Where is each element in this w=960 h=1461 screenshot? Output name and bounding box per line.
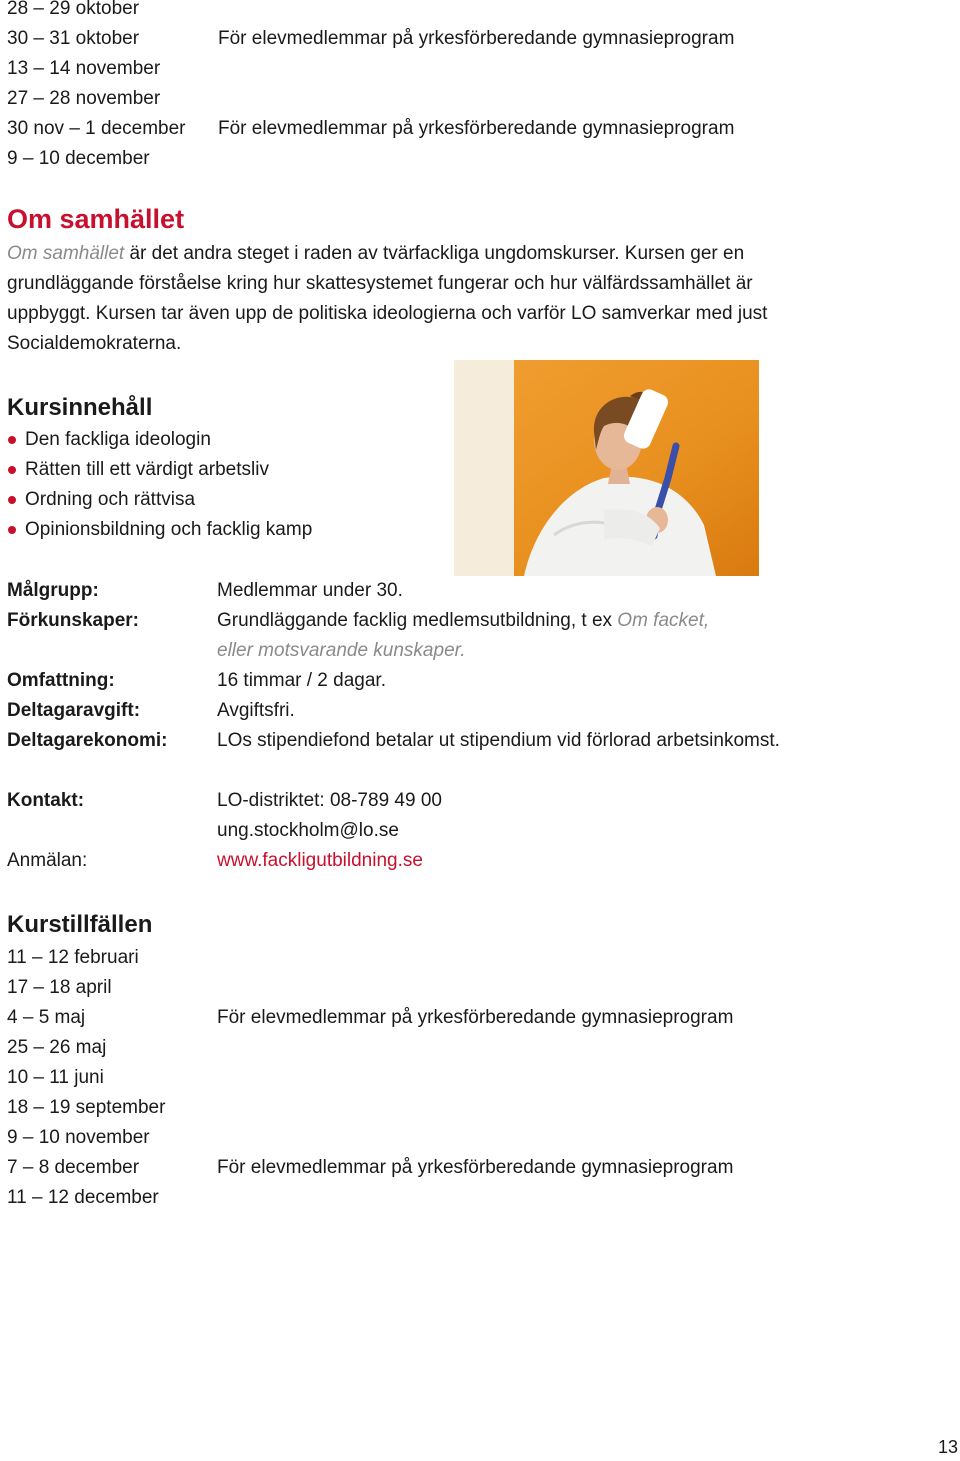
info-row-kontakt	[7, 786, 442, 816]
list-item: Den fackliga ideologin	[7, 425, 312, 455]
session-date: 27 – 28 november	[7, 88, 161, 109]
kontakt-phone: LO-distriktet: 08-789 49 00	[217, 790, 442, 811]
kontakt-label: Kontakt:	[7, 790, 85, 811]
session-date: 28 – 29 oktober	[7, 0, 140, 19]
session-date: 11 – 12 februari	[7, 947, 139, 968]
course-intro-text: är det andra steget i raden av tvärfackliga ungdomskurser. Kursen ger en grundläggande förståelse kring hur skattesystemet fungerar och hur välfärdssamhället är uppbyggt. Kursen tar även upp de politiska ideologierna och varför LO samverkar med just Socialdemokraterna.	[7, 243, 768, 354]
session-date: 11 – 12 december	[7, 1187, 159, 1208]
session-date: 25 – 26 maj	[7, 1037, 107, 1058]
session-row	[7, 1093, 165, 1123]
kontakt-email[interactable]: ung.stockholm@lo.se	[217, 820, 399, 841]
session-date: 18 – 19 september	[7, 1097, 166, 1118]
anmalan-link[interactable]: www.fackligutbildning.se	[217, 850, 423, 871]
session-date: 30 – 31 oktober	[7, 28, 140, 49]
course-intro	[7, 239, 797, 359]
course-title: Om samhället	[7, 204, 185, 234]
session-row	[7, 943, 139, 973]
info-row-omfattning	[7, 666, 386, 696]
list-item: Ordning och rättvisa	[7, 485, 312, 515]
forkunskaper-value: Grundläggande facklig medlemsutbildning, t ex Om facket,	[217, 610, 710, 631]
session-note: För elevmedlemmar på yrkesförberedande gymnasieprogram	[217, 1007, 734, 1028]
info-row-malgrupp	[7, 576, 403, 606]
schedule-row	[7, 54, 160, 84]
session-note: För elevmedlemmar på yrkesförberedande gymnasieprogram	[217, 1157, 734, 1178]
avgift-label: Deltagaravgift:	[7, 700, 141, 721]
list-item: Rätten till ett värdigt arbetsliv	[7, 455, 312, 485]
schedule-row	[7, 84, 160, 114]
session-date: 30 nov – 1 december	[7, 118, 186, 139]
session-row	[7, 1003, 734, 1033]
avgift-value: Avgiftsfri.	[217, 700, 295, 721]
schedule-row	[7, 0, 139, 24]
ekonomi-label: Deltagarekonomi:	[7, 730, 168, 751]
session-date: 10 – 11 juni	[7, 1067, 104, 1088]
schedule-row	[7, 24, 735, 54]
forkunskaper-course-ref: Om facket,	[617, 610, 710, 631]
info-row-ekonomi	[7, 726, 780, 756]
session-date: 13 – 14 november	[7, 58, 161, 79]
session-row	[7, 973, 112, 1003]
bullet-icon	[8, 466, 16, 474]
session-row	[7, 1033, 106, 1063]
ekonomi-value: LOs stipendiefond betalar ut stipendium vid förlorad arbetsinkomst.	[217, 730, 780, 751]
omfattning-label: Omfattning:	[7, 670, 115, 691]
session-note: För elevmedlemmar på yrkesförberedande gymnasieprogram	[218, 118, 735, 139]
sessions-heading: Kurstillfällen	[7, 911, 153, 938]
session-row	[7, 1063, 104, 1093]
info-row-avgift	[7, 696, 295, 726]
info-row-anmalan	[7, 846, 423, 876]
course-photo	[454, 360, 759, 576]
content-heading: Kursinnehåll	[7, 394, 153, 421]
session-date: 9 – 10 november	[7, 1127, 150, 1148]
anmalan-label: Anmälan:	[7, 850, 88, 871]
bullet-icon	[8, 436, 16, 444]
info-row-forkunskaper	[7, 606, 710, 636]
course-intro-title: Om samhället	[7, 243, 125, 264]
malgrupp-label: Målgrupp:	[7, 580, 99, 601]
session-row	[7, 1153, 734, 1183]
session-row	[7, 1123, 150, 1153]
content-list	[7, 425, 312, 545]
session-date: 7 – 8 december	[7, 1157, 140, 1178]
bullet-icon	[8, 496, 16, 504]
page-number: 13	[937, 1437, 958, 1457]
session-row	[7, 1183, 159, 1213]
forkunskaper-label: Förkunskaper:	[7, 610, 139, 631]
list-item: Opinionsbildning och facklig kamp	[7, 515, 312, 545]
schedule-row	[7, 114, 735, 144]
session-date: 9 – 10 december	[7, 148, 150, 169]
omfattning-value: 16 timmar / 2 dagar.	[217, 670, 386, 691]
malgrupp-value: Medlemmar under 30.	[217, 580, 403, 601]
schedule-row	[7, 144, 150, 174]
session-date: 17 – 18 april	[7, 977, 112, 998]
session-date: 4 – 5 maj	[7, 1007, 86, 1028]
session-note: För elevmedlemmar på yrkesförberedande gymnasieprogram	[218, 28, 735, 49]
forkunskaper-alt: eller motsvarande kunskaper.	[217, 640, 466, 661]
bullet-icon	[8, 526, 16, 534]
